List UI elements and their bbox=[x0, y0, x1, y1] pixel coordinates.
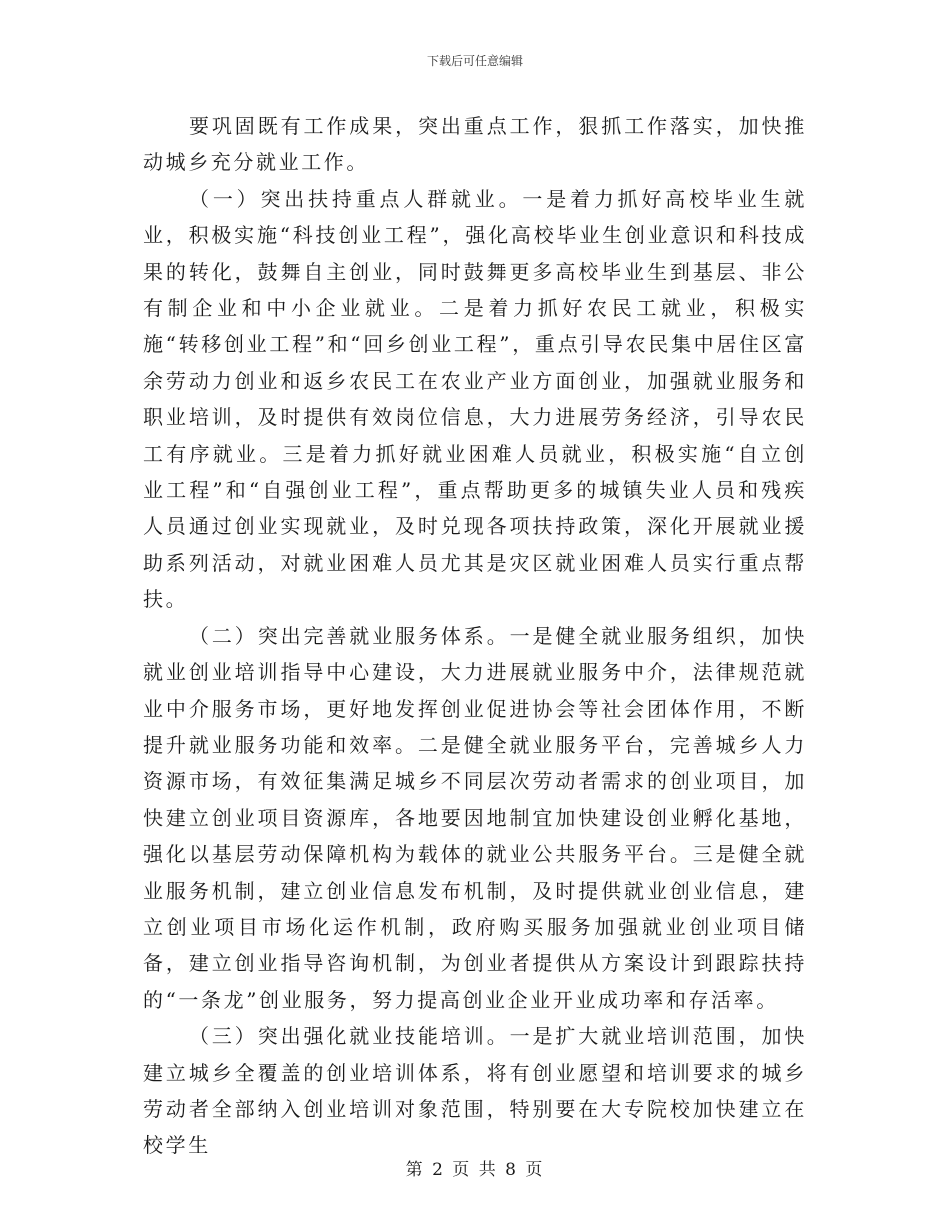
paragraph-1: 要巩固既有工作成果，突出重点工作，狠抓工作落实，加快推动城乡充分就业工作。 bbox=[143, 114, 807, 175]
page-header-note: 下载后可任意编辑 bbox=[426, 54, 523, 68]
paragraph-4: （三）突出强化就业技能培训。一是扩大就业培训范围，加快建立城乡全覆盖的创业培训体系，将有创业愿望和培训要求的城乡劳动者全部纳入创业培训对象范围，特别要在大专院校加快建立在校学生 bbox=[143, 1024, 807, 1158]
paragraph-2: （一）突出扶持重点人群就业。一是着力抓好高校毕业生就业，积极实施“科技创业工程”，强化高校毕业生创业意识和科技成果的转化，鼓舞自主创业，同时鼓舞更多高校毕业生到基层、非公有制企业和中小企业就业。二是着力抓好农民工就业，积极实施“转移创业工程”和“回乡创业工程”，重点引导农民集中居住区富余劳动力创业和返乡农民工在农业产业方面创业，加强就业服务和职业培训，及时提供有效岗位信息，大力进展劳务经济，引导农民工有序就业。三是着力抓好就业困难人员就业，积极实施“自立创业工程”和“自强创业工程”，重点帮助更多的城镇失业人员和残疾人员通过创业实现就业，及时兑现各项扶持政策，深化开展就业援助系列活动，对就业困难人员尤其是灾区就业困难人员实行重点帮扶。 bbox=[143, 186, 807, 612]
document-body bbox=[143, 108, 807, 1164]
page-number-footer: 第 2 页 共 8 页 bbox=[405, 1160, 545, 1180]
paragraph-3: （二）突出完善就业服务体系。一是健全就业服务组织，加快就业创业培训指导中心建设，大力进展就业服务中介，法律规范就业中介服务市场，更好地发挥创业促进协会等社会团体作用，不断提升就业服务功能和效率。二是健全就业服务平台，完善城乡人力资源市场，有效征集满足城乡不同层次劳动者需求的创业项目，加快建立创业项目资源库，各地要因地制宜加快建设创业孵化基地，强化以基层劳动保障机构为载体的就业公共服务平台。三是健全就业服务机制，建立创业信息发布机制，及时提供就业创业信息，建立创业项目市场化运作机制，政府购买服务加强就业创业项目储备，建立创业指导咨询机制，为创业者提供从方案设计到跟踪扶持的“一条龙”创业服务，努力提高创业企业开业成功率和存活率。 bbox=[143, 623, 807, 1012]
